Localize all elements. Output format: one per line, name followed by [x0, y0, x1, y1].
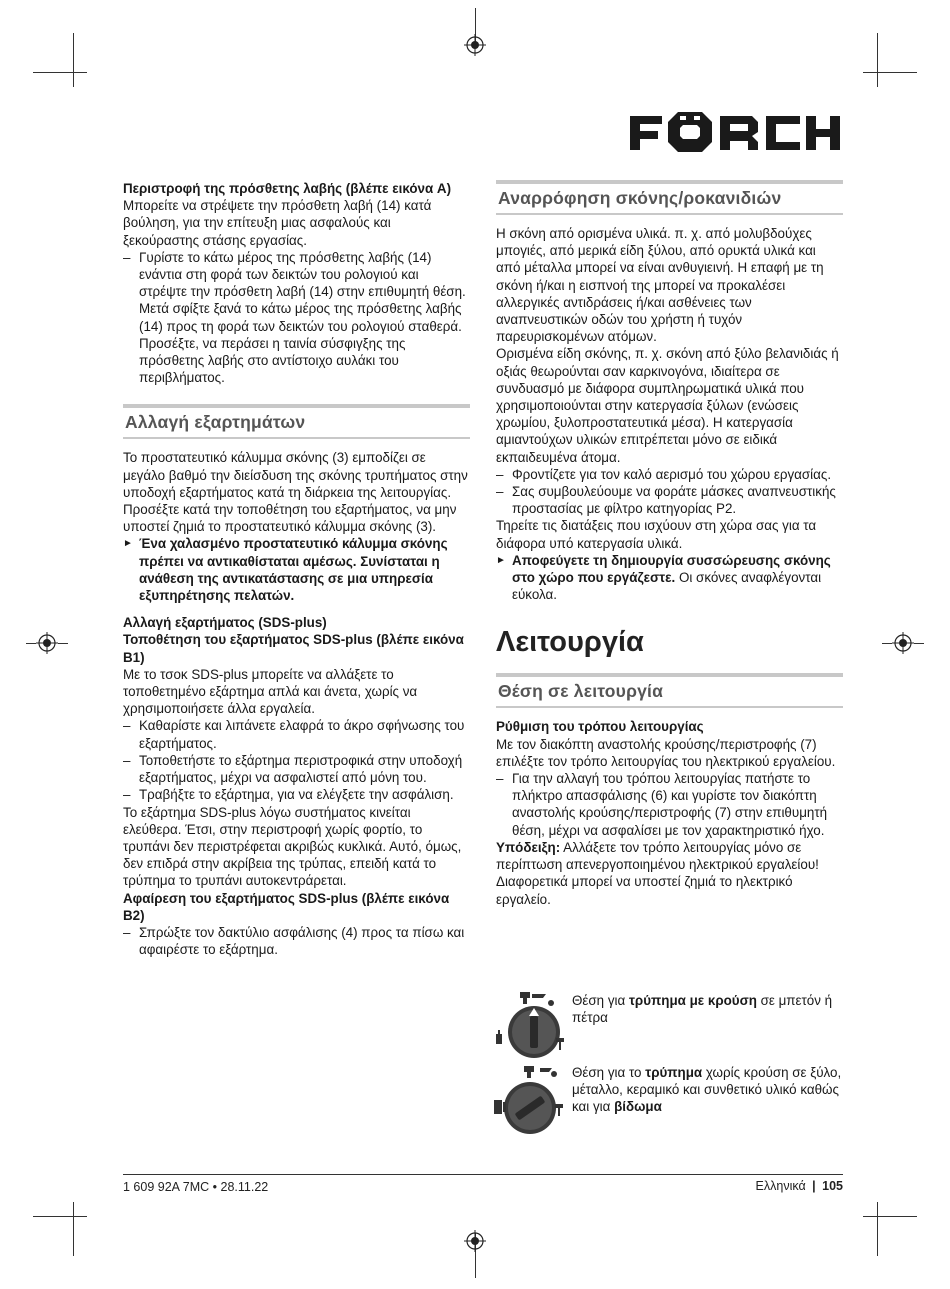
sds-change-heading: Αλλαγή εξαρτήματος (SDS-plus)	[123, 615, 327, 631]
crop-mark	[33, 1216, 87, 1217]
brand-logo-graphic	[628, 110, 842, 154]
paragraph: Ορισμένα είδη σκόνης, π. χ. σκόνη από ξύλο βελανιδιάς ή οξιάς θεωρούνται σαν καρκινογόνα, ιδιαίτερα σε συνδυασμό με διάφορα συμπληρωματικά υλικά που χρησιμοποιούνται στην κατεργασία ξύλων (ενώσεις χρωμίου, ξυλοπροστατευτικά μέσα). Η κατεργασία αμιαντούχων υλικών επιτρέπεται μόνο σε ειδικά εκπαιδευμένα άτομα.	[496, 346, 839, 465]
caption-bold: βίδωμα	[614, 1099, 662, 1115]
list-item: – Τοποθετήστε το εξάρτημα περιστροφικά στην υποδοχή εξαρτήματος, μέχρι να ασφαλιστεί από μόνη του.	[123, 752, 470, 786]
note-label: Υπόδειξη:	[496, 839, 561, 855]
section-heading-tool-change: Αλλαγή εξαρτημάτων	[123, 404, 470, 439]
registration-mark-icon	[892, 632, 914, 654]
mode-drill-caption	[572, 1064, 844, 1116]
footer-rule	[123, 1174, 843, 1175]
footer-separator: |	[812, 1179, 816, 1193]
crop-mark	[863, 72, 917, 73]
chapter-title-operation: Λειτουργία	[496, 626, 644, 659]
caption-text: σε μπετόν ή πέτρα	[572, 993, 833, 1026]
footer-language: Ελληνικά	[755, 1179, 806, 1193]
crop-mark	[914, 643, 924, 644]
mode-setting-heading: Ρύθμιση του τρόπου λειτουργίας	[496, 719, 704, 735]
paragraph: Τηρείτε τις διατάξεις που ισχύουν στη χώρα σας για τα διάφορα υπό κατεργασία υλικά.	[496, 518, 817, 551]
mode-drill-graphic	[494, 1064, 566, 1136]
list-item: – Σπρώξτε τον δακτύλιο ασφάλισης (4) προς τα πίσω και αφαιρέστε το εξάρτημα.	[123, 924, 470, 958]
brand-logo	[628, 110, 842, 154]
registration-mark-icon	[464, 34, 486, 56]
mode-hammer-drill-graphic	[494, 990, 566, 1062]
crop-mark	[33, 72, 87, 73]
paragraph: Το προστατευτικό κάλυμμα σκόνης (3) εμποδίζει σε μεγάλο βαθμό την διείσδυση της σκόνης τρυπήματος στην υποδοχή εξαρτήματος κατά τη διάρκεια της λειτουργίας. Προσέξτε κατά την τοποθέτηση του εξαρτήματος, να μην υποστεί ζημιά το προστατευτικό κάλυμμα σκόνης (3).	[123, 450, 468, 535]
caption-bold: τρύπημα	[645, 1065, 703, 1080]
registration-mark-icon	[36, 632, 58, 654]
section-heading-start-up: Θέση σε λειτουργία	[496, 673, 843, 708]
warning-bold: Αποφεύγετε τη δημιουργία συσσώρευσης σκόνης στο χώρο που εργάζεστε.	[512, 552, 831, 586]
list-item: – Φροντίζετε για τον καλό αερισμό του χώρου εργασίας.	[496, 466, 843, 483]
mode-switch-dial-icon	[494, 1064, 566, 1136]
list-item: – Καθαρίστε και λιπάνετε ελαφρά το άκρο σφήνωσης του εξαρτήματος.	[123, 717, 470, 751]
paragraph: Το εξάρτημα SDS-plus λόγω συστήματος κινείται ελεύθερα. Έτσι, στην περιστροφή χωρίς φορτίο, το τρυπάνι δεν περιστρέφεται ακριβώς κυκλικά. Αυτό, όμως, δεν επιδρά στην ακρίβεια της τρύπας, επειδή κατά το τρύπημα το τρυπάνι αυτοκεντράρεται.	[123, 804, 462, 889]
paragraph: Με το τσοκ SDS-plus μπορείτε να αλλάξετε το τοποθετημένο εξάρτημα απλά και άνετα, χωρίς να χρησιμοποιήσετε άλλα εργαλεία.	[123, 666, 418, 717]
right-column	[496, 180, 843, 908]
warning-rest: Οι σκόνες αναφλέγονται εύκολα.	[512, 570, 822, 603]
note-text: Αλλάξετε τον τρόπο λειτουργίας μόνο σε περίπτωση απενεργοποιημένου ηλεκτρικού εργαλείου! Διαφορετικά μπορεί να υποστεί ζημιά το ηλεκτρικό εργαλείο.	[496, 839, 819, 907]
list-item: – Για την αλλαγή του τρόπου λειτουργίας πατήστε το πλήκτρο απασφάλισης (6) και γυρίστε τον διακόπτη αναστολής κρούσης/περιστροφής (7) στην επιθυμητή θέση, μέχρι να ασφαλίσει με τον χαρακτηριστικό ήχο.	[496, 770, 843, 839]
caption-text: Θέση για	[572, 993, 629, 1008]
crop-mark	[877, 1202, 878, 1256]
paragraph: Μπορείτε να στρέψετε την πρόσθετη λαβή (14) κατά βούληση, για την επίτευξη μιας ασφαλούς και ξεκούραστης στάσης εργασίας.	[123, 198, 432, 248]
sds-remove-heading: Αφαίρεση του εξαρτήματος SDS-plus (βλέπε εικόνα B2)	[123, 890, 450, 923]
crop-mark	[58, 643, 68, 644]
mode-switch-dial-icon	[494, 990, 566, 1062]
crop-mark	[877, 33, 878, 87]
list-item: – Σας συμβουλεύουμε να φοράτε μάσκες αναπνευστικής προστασίας με φίλτρο κατηγορίας P2.	[496, 483, 843, 517]
footer-page-info	[756, 1179, 843, 1193]
sds-insert-heading: Τοποθέτηση του εξαρτήματος SDS-plus (βλέπε εικόνα B1)	[123, 632, 464, 665]
registration-mark-icon	[464, 1230, 486, 1252]
crop-mark	[863, 1216, 917, 1217]
crop-mark	[882, 643, 892, 644]
list-item: – Γυρίστε το κάτω μέρος της πρόσθετης λαβής (14) ενάντια στη φορά των δεικτών του ρολογιού και στρέψτε την πρόσθετη λαβή (14) στην επιθυμητή θέση. Μετά σφίξτε ξανά το κάτω μέρος της πρόσθετης λαβής (14) προς τη φορά των δεικτών του ρολογιού σταθερά. Προσέξτε, να περάσει η ταινία σύσφιγξης της πρόσθετης λαβής στο αντίστοιχο αυλάκι του περιβλήματος.	[123, 249, 470, 387]
caption-text: Θέση για το	[572, 1065, 646, 1080]
warning-item: ► Ένα χαλασμένο προστατευτικό κάλυμμα σκόνης πρέπει να αντικαθίσταται αμέσως. Συνίσταται η ανάθεση της αντικατάστασης σε μια υπηρεσία εξυπηρέτησης πελατών.	[123, 535, 470, 604]
caption-text: χωρίς κρούση σε ξύλο, μέταλλο, κεραμικό και συνθετικό υλικό καθώς και για	[572, 1065, 842, 1115]
caption-bold: τρύπημα με κρούση	[628, 993, 757, 1008]
footer-code: 1 609 92A 7MC • 28.11.22	[123, 1180, 269, 1194]
list-item: – Τραβήξτε το εξάρτημα, για να ελέγξετε την ασφάλιση.	[123, 786, 470, 803]
crop-mark	[73, 33, 74, 87]
section-heading-dust-extraction: Αναρρόφηση σκόνης/ροκανιδιών	[496, 180, 843, 215]
mode-hammer-drill-caption	[572, 992, 844, 1026]
paragraph: Με τον διακόπτη αναστολής κρούσης/περιστροφής (7) επιλέξτε τον τρόπο λειτουργίας του ηλεκτρικού εργαλείου.	[496, 736, 836, 769]
paragraph: Η σκόνη από ορισμένα υλικά. π. χ. από μολυβδούχες μπογιές, από μερικά είδη ξύλου, από ορυκτά υλικά και από μέταλλα μπορεί να είναι ανθυγιεινή. Η επαφή με τη σκόνη ή/και η εισπνοή της μπορεί να προκαλέσει αλλεργικές αντιδράσεις ή/και ασθένειες των αναπνευστικών οδών του χρήστη ή τυχόν παρευρισκομένων ατόμων.	[496, 226, 824, 345]
footer-page-number: 105	[822, 1179, 843, 1193]
warning-item	[496, 552, 843, 604]
crop-mark	[73, 1202, 74, 1256]
note-paragraph	[496, 839, 843, 908]
left-column	[123, 180, 470, 958]
rotate-handle-heading: Περιστροφή της πρόσθετης λαβής (βλέπε εικόνα A)	[123, 181, 452, 196]
crop-mark	[26, 643, 36, 644]
